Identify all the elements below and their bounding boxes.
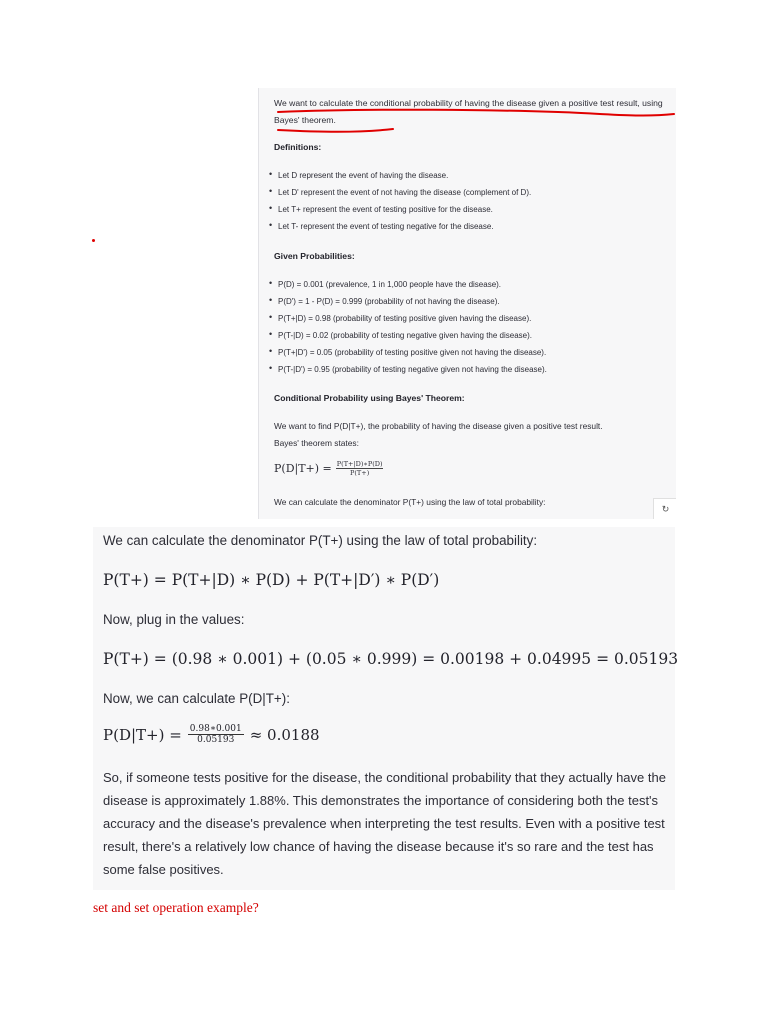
conclusion-paragraph: So, if someone tests positive for the disease, the conditional probability that they actually have the disease is approximately 1.88%. This demonstrates the importance of considering both the test's accuracy and the disease's prevalence when interpreting the test results. Even with a positive test result, there's a relatively low chance of having the disease because it's so rare and the test has some false positives. — [103, 770, 666, 877]
question-text: set and set operation example? — [93, 900, 259, 915]
bayes-formula — [274, 460, 383, 477]
given-list — [266, 276, 547, 378]
bayes-line-1: We want to find P(D|T+), the probability of having the disease given a positive test result. — [274, 421, 603, 431]
panel-divider — [258, 88, 259, 519]
formula-fraction — [336, 460, 384, 477]
result-equation — [103, 724, 320, 745]
definitions-list — [266, 167, 531, 235]
list-item: • P(T-|D) = 0.02 (probability of testing negative given having the disease). — [266, 327, 547, 344]
formula-numerator: P(T+|D)∗P(D) — [336, 460, 383, 468]
bayes-line-2: Bayes' theorem states: — [274, 438, 359, 448]
intro-text: We want to calculate the conditional probability of having the disease given a positive test result, using Bayes' theorem. — [274, 98, 663, 125]
result-lhs: P(D|T+) = — [103, 725, 182, 744]
formula-denominator: P(T+) — [350, 469, 370, 477]
given-heading: Given Probabilities: — [274, 251, 355, 261]
total-probability-equation: P(T+) = P(T+|D) ∗ P(D) + P(T+|D′) ∗ P(D′) — [103, 571, 440, 589]
definitions-heading: Definitions: — [274, 142, 322, 152]
red-underline-annotation — [258, 88, 678, 148]
list-item: • P(T+|D') = 0.05 (probability of testing positive given not having the disease). — [266, 344, 547, 361]
calculate-line: Now, we can calculate P(D|T+): — [103, 691, 290, 706]
denominator-line: We can calculate the denominator P(T+) using the law of total probability: — [274, 497, 546, 507]
list-item: • Let D' represent the event of not having the disease (complement of D). — [266, 184, 531, 201]
result-rhs: ≈ 0.0188 — [249, 725, 320, 744]
list-item: • Let D represent the event of having the disease. — [266, 167, 531, 184]
list-item: • P(D') = 1 - P(D) = 0.999 (probability of not having the disease). — [266, 293, 547, 310]
red-dot-mark — [92, 239, 95, 242]
plug-values-line: Now, plug in the values: — [103, 612, 245, 627]
list-item: • P(T+|D) = 0.98 (probability of testing positive given having the disease). — [266, 310, 547, 327]
formula-lhs: P(D|T+) = — [274, 462, 332, 475]
total-probability-line: We can calculate the denominator P(T+) using the law of total probability: — [103, 533, 538, 548]
bayes-heading: Conditional Probability using Bayes' Theorem: — [274, 393, 465, 403]
result-fraction — [188, 724, 244, 745]
result-numerator: 0.98∗0.001 — [189, 724, 242, 734]
plug-values-equation: P(T+) = (0.98 ∗ 0.001) + (0.05 ∗ 0.999) = 0.00198 + 0.04995 = 0.05193 — [103, 650, 679, 668]
regenerate-icon[interactable]: ↻ — [653, 498, 676, 519]
screenshot-panel-bottom — [93, 527, 679, 890]
list-item: • P(D) = 0.001 (prevalence, 1 in 1,000 people have the disease). — [266, 276, 547, 293]
list-item: • P(T-|D') = 0.95 (probability of testing negative given not having the disease). — [266, 361, 547, 378]
screenshot-panel-top — [258, 88, 676, 519]
list-item: • Let T- represent the event of testing negative for the disease. — [266, 218, 531, 235]
result-denominator: 0.05193 — [197, 735, 235, 745]
list-item: • Let T+ represent the event of testing positive for the disease. — [266, 201, 531, 218]
